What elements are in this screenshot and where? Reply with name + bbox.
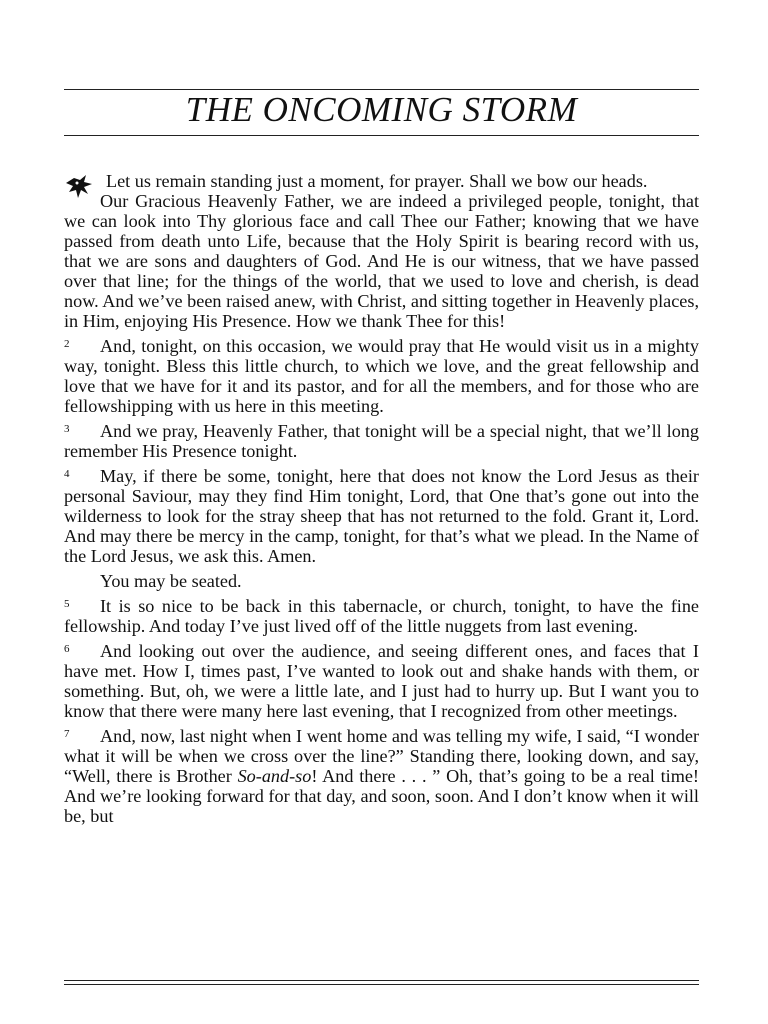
paragraph-4b: You may be seated. — [100, 571, 242, 591]
paragraph-6 — [64, 641, 699, 721]
paragraph-text: It is so nice to be back in this tabernacle, or church, tonight, to have the fine fellowship. And today I’ve just lived off of the little nuggets from last evening. — [64, 596, 699, 636]
footer-rule-top — [64, 980, 699, 981]
paragraph-text: And, now, last night when I went home and was telling my wife, I said, “I wonder what it will be when we cross over the line?” Standing there, looking down, and say, “Well, there is Brother — [64, 726, 699, 786]
footer-rule-bottom — [64, 984, 699, 985]
page-title — [64, 88, 699, 132]
paragraph-4 — [64, 466, 699, 566]
paragraph-number: 5 — [64, 598, 70, 610]
eagle-icon — [64, 174, 94, 200]
paragraph-number: 2 — [64, 338, 70, 350]
paragraph-text: May, if there be some, tonight, here that does not know the Lord Jesus as their personal Saviour, may they find Him tonight, Lord, that One that’s gone out into the wilderness to look for the stray sheep that has not returned to the fold. Grant it, Lord. And may there be mercy in the camp, tonight, for that’s what we plead. In the Name of the Lord Jesus, we ask this. Amen. — [64, 466, 699, 566]
title-letter: S — [462, 90, 481, 129]
paragraph-text: Let us remain standing just a moment, for prayer. Shall we bow our heads. — [106, 171, 648, 191]
paragraph-7 — [64, 726, 699, 826]
paragraph-prayer: Our Gracious Heavenly Father, we are indeed a privileged people, tonight, that we can look into Thy glorious face and call Thee our Father; knowing that we have passed from death unto Life, because that the Holy Spirit is bearing record with us, that we are sons and daughters of God. And He is our witness, that we have passed over that line; for the things of the world, that we used to love and cherish, is dead now. And we’ve been raised anew, with Christ, and sitting together in Heavenly places, in Him, enjoying His Presence. How we thank Thee for this! — [64, 191, 699, 331]
sermon-body — [64, 171, 699, 826]
title-bottom-rule — [64, 135, 699, 136]
title-text: HE — [205, 90, 263, 129]
paragraph-text: And looking out over the audience, and seeing different ones, and faces that I have met. How I, times past, I’ve wanted to look out and shake hands with them, or something. But, oh, we were a little late, and I just had to hurry up. But I want you to know that there were many here last evening, that I recognized from other meetings. — [64, 641, 699, 721]
paragraph-text: And, tonight, on this occasion, we would pray that He would visit us in a mighty way, tonight. Bless this little church, to which we love, and the great fellowship and love that we have for it and its pastor, and for all the members, and for those who are fellowshipping with us here in this meeting. — [64, 336, 699, 416]
paragraph-text: And we pray, Heavenly Father, that tonight will be a special night, that we’ll long remember His Presence tonight. — [64, 421, 699, 461]
paragraph-opening — [64, 171, 699, 191]
paragraph-number: 4 — [64, 468, 70, 480]
paragraph-3 — [64, 421, 699, 461]
paragraph-number: 3 — [64, 423, 70, 435]
title-text: NCOMING — [288, 90, 463, 129]
paragraph-2 — [64, 336, 699, 416]
paragraph-emphasis: So-and-so — [237, 766, 312, 786]
paragraph-number: 7 — [64, 728, 70, 740]
title-text: TORM — [480, 90, 578, 129]
title-letter: T — [185, 90, 206, 129]
paragraph-text: ! And there . . . ” Oh, that’s going to be a real time! And we’re looking forward for that day, and soon, soon. And I don’t know when it will be, but — [64, 766, 699, 826]
paragraph-5 — [64, 596, 699, 636]
paragraph-number: 6 — [64, 643, 70, 655]
title-letter: O — [262, 90, 289, 129]
